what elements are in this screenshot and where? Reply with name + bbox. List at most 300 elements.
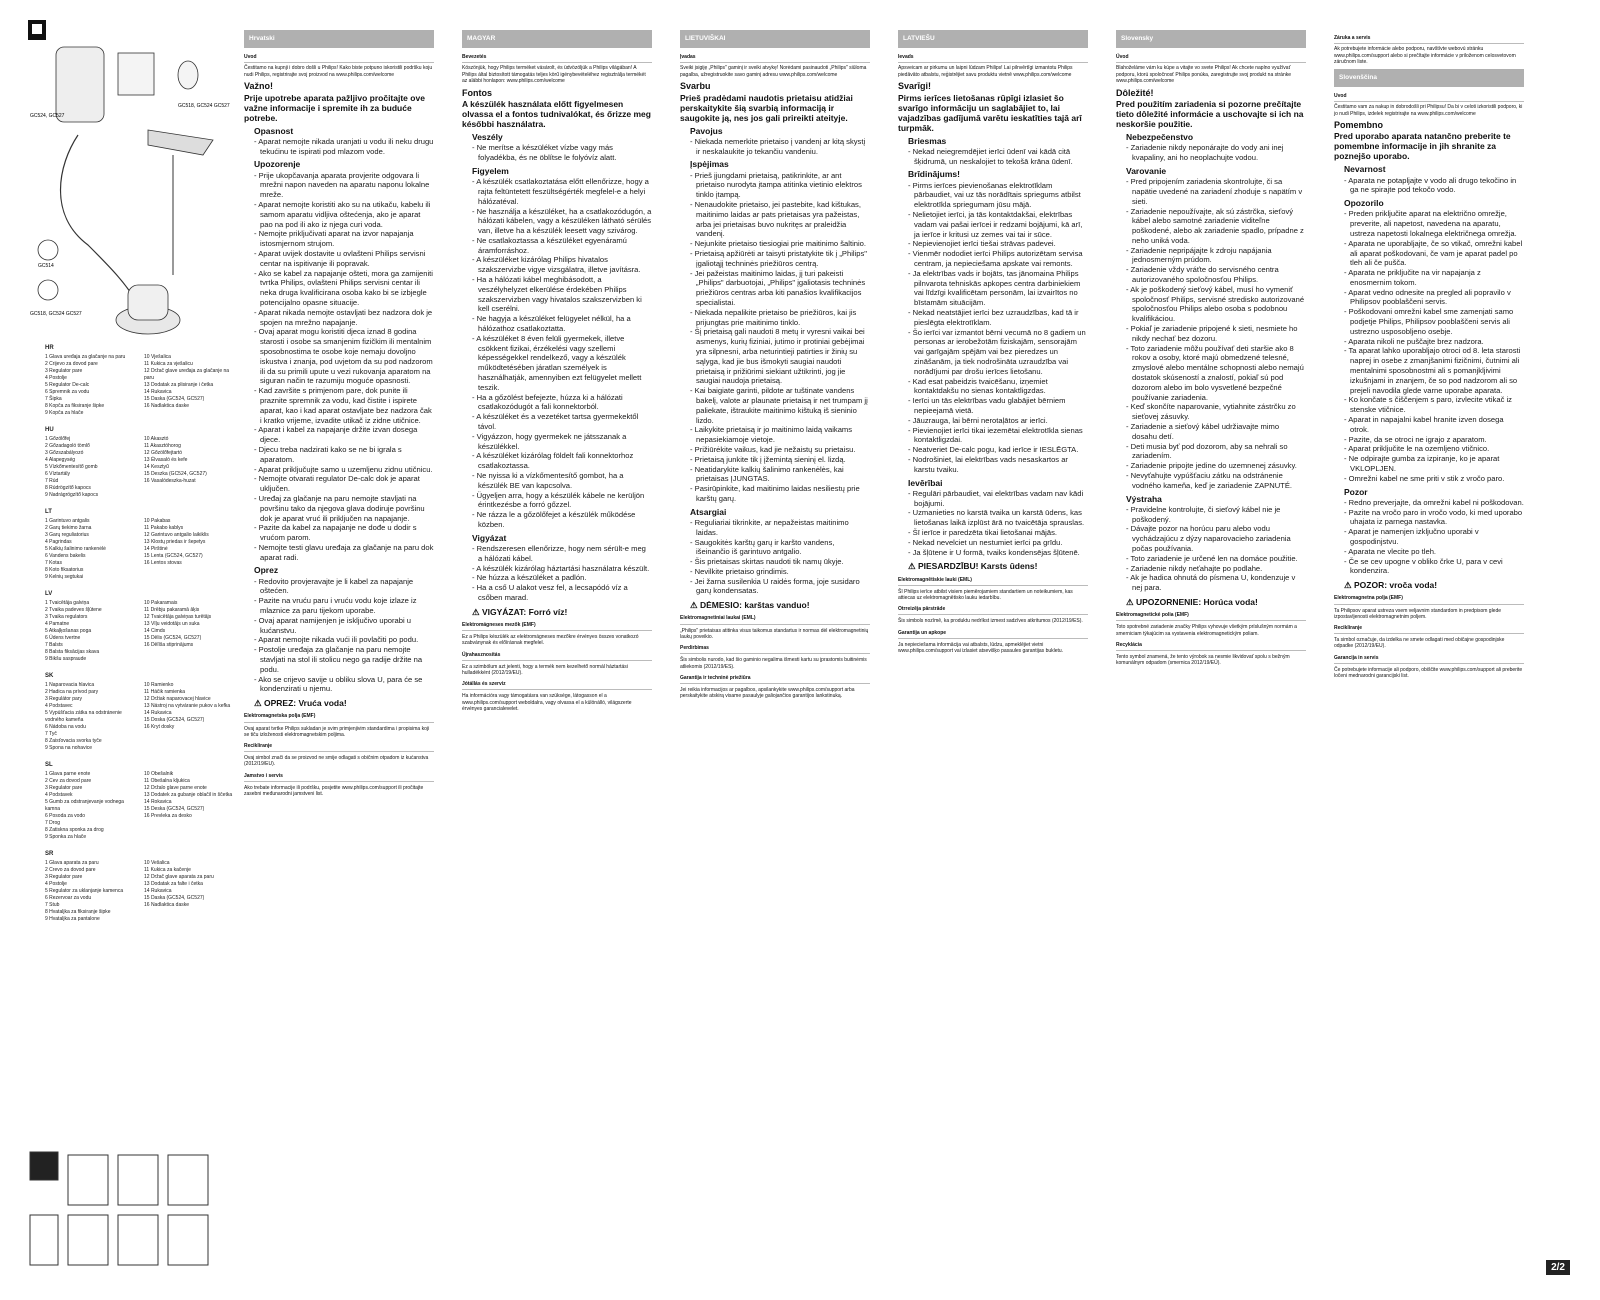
section-heading: Pavojus [690, 125, 723, 136]
safety-item: - Jei žarna susilenkia U raidės forma, joje susidaro garų kondensatas. [690, 576, 860, 596]
legend-item: 9 Hvataljka za pantalone [45, 916, 100, 922]
legend-item: 15 Dēlis (GC524, GC527) [144, 635, 202, 641]
safety-item: - Aparat je namenjen izključno uporabi v gospodinjstvu. [1344, 527, 1479, 547]
legend-item: 1 Glava parne enote [45, 771, 91, 777]
safety-item: - Šo ierīci var izmantot bērni vecumā no 8 gadiem un personas ar ierobežotām fiziskajām, sensorajām vai garīgajām spējām vai bez pieredzes un zināšanām, ja tiek nodrošināta uzraudzība vai norādījumi par drošu ierīces lietošanu. [908, 327, 1086, 376]
safety-item: - Ko končate s čiščenjem s paro, izvlecite vtikač iz stenske vtičnice. [1344, 395, 1512, 415]
language-header: LIETUVIŠKAI [680, 30, 870, 48]
section-heading: Vigyázat [472, 532, 507, 543]
legend-item: 15 Doska (GC524, GC527) [144, 717, 205, 723]
legend-block [45, 762, 235, 841]
language-column [462, 30, 652, 712]
recycling-heading: Perdirbimas [680, 643, 870, 654]
legend-language: SL [45, 762, 53, 768]
legend-item: 15 Deszka (GC524, GC527) [144, 471, 207, 477]
legend-block [45, 427, 235, 499]
safety-item: - Preden priključite aparat na električno omrežje, preverite, ali napetost, navedena na aparatu, ustreza napetosti lokalnega električnega omrežja. [1344, 209, 1517, 238]
safety-item: - Ne merítse a készüléket vízbe vagy más folyadékba, és ne öblítse le folyóvíz alatt. [472, 143, 617, 163]
safety-item: - Ne csatlakoztassa a készüléket egyenáramú áramforráshoz. [472, 235, 627, 255]
safety-item: - Djecu treba nadzirati kako se ne bi igrala s aparatom. [254, 444, 402, 464]
legend-item: 16 Dēlīša stiprinājums [144, 642, 194, 648]
figure-label-b: GC518, GC524 GC527 [178, 103, 230, 109]
legend-item: 2 Crevo za dovod pare [45, 867, 96, 873]
safety-item: - Zariadenie a sieťový kábel udržiavajte mimo dosahu detí. [1126, 422, 1280, 441]
legend-item: 5 Atkaļķošanas poga [45, 628, 92, 634]
figure-label-d: GC518, GC524 GC527 [30, 311, 82, 317]
intro-heading: Įvadas [680, 52, 870, 63]
lead-text: Prije upotrebe aparata pažljivo pročitajte ove važne informacije i spremite ih za buduće potrebe. [244, 92, 425, 123]
intro-text: Köszönjük, hogy Philips terméket vásárolt, és üdvözöljük a Philips világában! A Philips által biztosított támogatás teljes körű igénybevételéhez regisztrálja termékét az alábbi honlapon: www.philips.com/welcome [462, 65, 646, 85]
legend-item: 9 Kelnių segtukai [45, 574, 84, 580]
section-heading: Atsargiai [690, 506, 727, 517]
safety-item: - Pravidelne kontrolujte, či sieťový kábel nie je poškodený. [1126, 504, 1281, 524]
safety-item: - Regulāri pārbaudiet, vai elektrības vadam nav kādi bojājumi. [908, 488, 1084, 508]
legend-item: 4 Alapegység [45, 457, 76, 463]
section-heading: Upozorenje [254, 159, 301, 170]
intro-text: Blahoželáme vám ku kúpe a vitajte vo svete Philips! Ak chcete naplno využívať podporu, ktorú spoločnosť Philips ponúka, zaregistrujte svoj produkt na stránke www.philips.com/welcome [1116, 65, 1292, 85]
legend-item: 6 Vandens bakelis [45, 553, 86, 559]
safety-item: - Ierīci un tās elektrības vadu glabājiet bērniem nepieejamā vietā. [908, 396, 1066, 415]
emf-heading: Elektromagnetiniai laukai (EML) [680, 613, 870, 624]
safety-item: - Pred pripojením zariadenia skontrolujte, či sa napätie uvedené na zariadení zhoduje s napätím v sieti. [1126, 177, 1303, 206]
safety-item: - Pievienojiet ierīci tikai iezemētai elektrotīkla sienas kontaktligzdai. [908, 425, 1083, 445]
safety-item: - Nepievienojiet ierīci tiešai strāvas padevei. [908, 239, 1056, 249]
safety-item: - Zariadenie nepoužívajte, ak sú zástrčka, sieťový kábel alebo samotné zariadenie viditeľne poškodené, alebo ak zariadenie spadlo, prípadne z neho uniká voda. [1126, 206, 1304, 245]
legend-item: 10 Obešalnik [144, 771, 174, 777]
safety-item: - Ako se crijevo savije u obliku slova U, para će se kondenzirati u njemu. [254, 674, 423, 694]
recycling-heading: Recyklácia [1116, 640, 1306, 651]
important-title: Fontos [462, 87, 492, 98]
parts-legend [45, 345, 235, 933]
legend-item: 5 Regulator De-calc [45, 382, 90, 388]
safety-item: - Ak je poškodený sieťový kábel, musí ho vymeniť spoločnosť Philips, servisné stredisko autorizované spoločnosťou Philips alebo osoba s podobnou kvalifikáciou. [1126, 284, 1305, 324]
legend-item: 3 Gőzszabályozó [45, 450, 84, 456]
product-illustration [28, 45, 233, 345]
safety-item: - Nevilkite prietaiso grindimis. [690, 566, 789, 576]
lead-text: Pred použitím zariadenia si pozorne prečítajte tieto dôležité informácie a uschovajte si ich na neskoršie použitie. [1116, 99, 1304, 130]
safety-item: - Ne rázza le a gőzölőfejet a készülék működése közben. [472, 510, 636, 529]
legend-item: 11 Háčik ramienka [144, 689, 186, 695]
safety-item: - Neatidarykite kalkių šalinimo rankenėlės, kai prietaisas ĮJUNGTAS. [690, 464, 844, 484]
legend-item: 9 Spona na nohavice [45, 745, 92, 751]
legend-item: 6 Ūdens tvertne [45, 635, 81, 641]
safety-item: - Kad esat pabeidzis tvaicēšanu, izņemiet kontaktdakšu no sienas kontaktligzdas. [908, 376, 1048, 396]
safety-item: - Pazite na vruću paru i vruću vodu koje izlaze iz mlaznice za paru tijekom uporabe. [254, 596, 417, 616]
section-heading: Brīdinājums! [908, 169, 960, 180]
safety-item: - Ja šļūtene ir U formā, tvaiks kondensējas šļūtenē. [908, 547, 1080, 557]
intro-text: Apsveicam ar pirkumu un laipni lūdzam Philips! Lai pilnvērtīgi izmantotu Philips piedāvāto atbalstu, reģistrējiet savu produktu vietnē www.philips.com/welcome [898, 65, 1073, 78]
section-heading: Opasnost [254, 125, 294, 136]
safety-item: - Aparata ne vlecite po tleh. [1344, 546, 1437, 556]
important-title: Dôležité! [1116, 87, 1154, 98]
legend-item: 13 Vīļu veidotājs un suka [144, 621, 200, 627]
legend-item: 16 Nadlaktica daske [144, 902, 190, 908]
legend-item: 10 Vešalica [144, 860, 170, 866]
safety-item: - Postolje uređaja za glačanje na paru nemojte stavljati na stol ili stolicu nego ga radije držite na podu. [254, 645, 423, 674]
page-number: 2/2 [1546, 1260, 1570, 1275]
safety-item: - Aparata nikoli ne puščajte brez nadzora. [1344, 336, 1484, 346]
legend-item: 2 Garų tiekimo žarna [45, 525, 92, 531]
safety-item: - Ta aparat lahko uporabljajo otroci od 8. leta starosti naprej in osebe z zmanjšanimi fizičnimi, čutnimi ali mentalnimi sposobnostmi ali s pomanjkljivimi izkušnjami in znanjem, če so pod nadzorom ali so prejeli navodila glede varne uporabe aparata. [1344, 346, 1521, 395]
legend-item: 12 Garintuvo antgalio laikiklis [144, 532, 209, 538]
legend-item: 3 Regulator pare [45, 785, 83, 791]
legend-item: 10 Pakaramais [144, 600, 178, 606]
legend-item: 5 Vízkőmentesítő gomb [45, 464, 98, 470]
legend-block [45, 673, 235, 752]
safety-item: - Pirms ierīces pievienošanas elektrotīklam pārbaudiet, vai uz tās norādītais spriegums atbilst elektrotīkla spriegumam jūsu mājā. [908, 180, 1081, 210]
safety-item: - Ügyeljen arra, hogy a készülék kábele ne kerüljön érintkezésbe a forró gőzzel. [472, 490, 645, 510]
legend-item: 12 Tvaicētāja galviņas turētājs [144, 614, 212, 620]
legend-item: 14 Pirštinė [144, 546, 168, 552]
legend-item: 3 Regulator pare [45, 368, 83, 374]
safety-item: - Toto zariadenie môžu používať deti staršie ako 8 rokov a osoby, ktoré majú obmedzené telesné, zmyslové alebo mentálne schopnosti alebo nemajú dostatok skúseností a znalostí, pokiaľ sú pod dozorom alebo im bolo vysvetlené bezpečné používanie zariadenia. [1126, 343, 1304, 402]
legend-item: 11 Kukica za vješalicu [144, 361, 193, 367]
recycling-text: Šis simbols nozīmē, ka produktu nedrīkst izmest sadzīves atkritumos (2012/19/ES). [898, 618, 1083, 625]
guarantee-heading: Garantija un apkope [898, 628, 1088, 639]
legend-item: 11 Pakabo kablys [144, 525, 184, 531]
emf-heading: Elektromagnetna polja (EMF) [1334, 593, 1524, 604]
safety-item: - Pazite da kabel za napajanje ne dođe u dodir s vrućom parom. [254, 523, 417, 543]
language-header: Slovenščina [1334, 69, 1524, 87]
legend-item: 11 Kukica za kačenje [144, 867, 191, 873]
safety-item: - Poškodovani omrežni kabel sme zamenjati samo podjetje Philips, Philipsov pooblaščeni servis ali ustrezno usposobljeno osebje. [1344, 307, 1514, 336]
legend-item: 14 Kesztyű [144, 464, 169, 470]
safety-item: - Ak je hadica ohnutá do písmena U, kondenzuje v nej para. [1126, 573, 1296, 593]
guarantee-heading: Garantija ir techninė priežiūra [680, 673, 870, 684]
lead-text: A készülék használata előtt figyelmesen olvassa el a fontos tudnivalókat, és őrizze meg későbbi használatra. [462, 99, 651, 130]
safety-item: - A készüléket kizárólag földelt fali konnektorhoz csatlakoztassa. [472, 451, 634, 471]
legend-item: 15 Deska (GC524, GC527) [144, 806, 205, 812]
safety-item: - Zariadenie vždy vráťte do servisného centra autorizovaného spoločnosťou Philips. [1126, 265, 1279, 285]
safety-item: - Ja elektrības vads ir bojāts, tas jānomaina Philips pilnvarota tehniskās apkopes centra darbiniekiem vai līdzīgi kvalificētam personām, lai izvairītos no bīstamām situācijām. [908, 268, 1081, 308]
legend-item: 8 Kopča za fiksiranje šipke [45, 403, 105, 409]
safety-item: - Ovaj aparat mogu koristiti djeca iznad 8 godina starosti i osobe sa smanjenim fizičkim ili mentalnim sposobnostima te osobe koje nemaju dovoljno iskustva i znanja, pod uvjetom da su pod nadzorom ili da su primili upute u vezi rukovanja aparatom na siguran način te razumiju moguće opasnosti. [254, 327, 433, 386]
legend-item: 16 Lentos stovas [144, 560, 182, 566]
legend-item: 14 Rukavica [144, 389, 172, 395]
legend-item: 7 Rúd [45, 478, 59, 484]
legend-language: SK [45, 673, 54, 679]
safety-item: - Ne használja a készüléket, ha a csatlakozódugón, a hálózati kábelen, vagy a készüléken látható sérülés van, illetve ha a készülék leesett vagy szivárog. [472, 206, 652, 236]
legend-item: 7 Šipka [45, 396, 62, 402]
legend-item: 9 Nadrágrögzítő kapocs [45, 492, 99, 498]
safety-item: - A készülék kizárólag háztartási használatra készült. [472, 563, 650, 573]
legend-block [45, 345, 235, 417]
guarantee-text: Če potrebujete informacije ali podporo, obiščite www.philips.com/support ali preberite ločeni mednarodni garancijski list. [1334, 666, 1523, 680]
legend-item: 8 Rúdrögzítő kapocs [45, 485, 91, 491]
usage-pictograms [28, 1150, 238, 1270]
hot-water-warning: ⚠ PIESARDZĪBU! Karsts ūdens! [908, 561, 1088, 571]
legend-item: 4 Postolje [45, 881, 67, 887]
legend-block [45, 509, 235, 581]
figure-label-a: GC524, GC527 [30, 113, 65, 119]
safety-item: - Ha a gőzölést befejezte, húzza ki a hálózati csatlakozódugót a fali konnektorból. [472, 392, 623, 412]
recycling-text: Šis simbolis nurodo, kad šio gaminio negalima išmesti kartu su įprastomis buitinėmis atliekomis (2012/19/ES). [680, 657, 867, 670]
legend-item: 13 Klostų priedas ir šepetys [144, 539, 206, 545]
safety-item: - A készüléket kizárólag Philips hivatalos szakszervizbe vigye vizsgálatra, illetve javításra. [472, 255, 641, 275]
legend-item: 8 Zatiskna sponka za drog [45, 827, 104, 833]
legend-item: 16 Nadlaktica daske [144, 403, 190, 409]
guarantee-text: Jei reikia informacijos ar pagalbos, apsilankykite www.philips.com/support arba perskaitykite atskirą visame pasaulyje galiojančios garantijos lankstinuką. [680, 686, 855, 700]
section-subheading: Záruka a servis [1334, 33, 1524, 44]
safety-item: - Dávajte pozor na horúcu paru alebo vodu vychádzajúcu z dýzy naparovacieho zariadenia počas používania. [1126, 524, 1291, 553]
legend-item: 4 Pamatne [45, 621, 70, 627]
intro-text: Sveiki įsigiję „Philips" gaminį ir sveiki atvykę! Norėdami pasinaudoti „Philips" siūloma pagalba, užregistruokite savo gaminį adresu www.philips.com/welcome [680, 65, 867, 78]
safety-item: - Ovaj aparat namijenjen je isključivo uporabi u kućanstvu. [254, 615, 412, 635]
safety-item: - Nekad neatstājiet ierīci bez uzraudzības, kad tā ir pieslēgta elektrotīklam. [908, 307, 1079, 327]
safety-item: - Aparat nemojte nikada vući ili povlačiti po podu. [254, 635, 419, 645]
legend-item: 9 Sponka za hlače [45, 834, 87, 840]
safety-item: - Aparat i kabel za napajanje držite izvan dosega djece. [254, 425, 418, 445]
safety-item: - A készüléket és a vezetéket tartsa gyermekektől távol. [472, 412, 639, 432]
important-title: Pomembno [1334, 120, 1384, 131]
safety-item: - Omrežni kabel ne sme priti v stik z vročo paro. [1344, 473, 1505, 483]
safety-item: - Reguliariai tikrinkite, ar nepažeistas maitinimo laidas. [690, 517, 849, 537]
safety-item: - Toto zariadenie je určené len na domáce použitie. [1126, 553, 1298, 563]
legend-item: 10 Vješalica [144, 354, 171, 360]
hot-water-warning: ⚠ DĖMESIO: karštas vanduo! [690, 600, 870, 610]
guarantee-heading: Jamstvo i servis [244, 771, 434, 782]
legend-item: 11 Akasztóhorog [144, 443, 181, 449]
legend-item: 1 Gőzölőfej [45, 436, 71, 442]
lead-text: Pirms ierīces lietošanas rūpīgi izlasiet šo svarīgo informāciju un saglabājiet to, lai vajadzības gadījumā varētu ieskatīties tajā arī turpmāk. [898, 92, 1082, 133]
section-heading: Veszély [472, 132, 503, 143]
safety-item: - Uređaj za glačanje na paru nemojte stavljati na površinu tako da njegova glava dodiruje površinu dok je aparat vruć ili priključen na napajanje. [254, 493, 425, 523]
safety-item: - Prižiūrėkite vaikus, kad jie nežaistų su prietaisu. [690, 444, 856, 454]
legend-item: 13 Élvasaló és kefe [144, 457, 188, 463]
safety-item: - Zariadenie nepripájajte k zdroju napájania jednosmerným prúdom. [1126, 245, 1272, 265]
safety-item: - Deti musia byť pod dozorom, aby sa nehrali so zariadením. [1126, 441, 1288, 461]
language-header: Hrvatski [244, 30, 434, 48]
safety-item: - Vienmēr nododiet ierīci Philips autorizētam servisa centram, ja nepieciešama apskate vai remonts. [908, 249, 1083, 268]
legend-item: 4 Postolje [45, 375, 67, 381]
emf-text: Toto spotrebné zariadenie značky Philips vyhovuje všetkým príslušným normám a smerniciam týkajúcim sa vystavenia elektromagnetickým poliam. [1116, 624, 1297, 637]
language-column [898, 30, 1088, 654]
legend-item: 5 Gumb za odstranjevanje vodnega kamna [45, 799, 124, 812]
legend-language: HU [45, 427, 54, 433]
legend-item: 9 Bikšu saspraude [45, 656, 87, 662]
safety-item: - Aparata ne uporabljajte, če so vtikač, omrežni kabel ali aparat poškodovani, če vam je aparat padel po tleh ali če pušča. [1344, 238, 1523, 268]
intro-heading: Ievads [898, 52, 1088, 63]
safety-item: - Pasirūpinkite, kad maitinimo laidas nesiliestų prie karštų garų. [690, 484, 860, 503]
legend-language: LV [45, 591, 53, 597]
legend-item: 8 Zaisťovacia svorka tyče [45, 738, 102, 744]
legend-item: 2 Gőzadagoló tömlő [45, 443, 90, 449]
language-column [1334, 30, 1524, 679]
legend-item: 1 Tvaicētāja galviņa [45, 600, 90, 606]
legend-item: 1 Glava uređaja za glačanje na paru [45, 354, 126, 360]
safety-item: - Kai baigiate garinti, pildote ar tuštinate vandens bakelį, valote ar plaunate prietaisą ir net trumpam jį paliekate, ištraukite maitinimo kištuką iš sieninio lizdo. [690, 386, 868, 425]
legend-item: 3 Garų reguliatorius [45, 532, 89, 538]
safety-item: - Rendszeresen ellenőrizze, hogy nem sérült-e meg a hálózati kábel. [472, 544, 646, 563]
legend-item: 10 Akasztó [144, 436, 169, 442]
safety-item: - Nemojte priključivati aparat na izvor napajanja istosmjernom strujom. [254, 229, 414, 249]
emf-text: Ta Philipsov aparat ustreza vsem veljavnim standardom in predpisom glede izpostavljenosti elektromagnetnim poljem. [1334, 607, 1502, 620]
legend-language: SR [45, 851, 54, 857]
safety-item: - Ne nyissa ki a vízkőmentesítő gombot, ha a készülék BE van kapcsolva. [472, 471, 624, 490]
safety-item: - Redno preverjajte, da omrežni kabel ni poškodovan. [1344, 497, 1524, 507]
recycling-text: Ez a szimbólum azt jelenti, hogy a termék nem kezelhető normál háztartási hulladékként (2012/19/EU). [462, 663, 628, 676]
legend-item: 15 Daska (GC524, GC527) [144, 895, 205, 901]
recycling-text: Ta simbol označuje, da izdelka ne smete odlagati med običajne gospodinjske odpadke (2012/19/EU). [1334, 637, 1505, 650]
recycling-text: Tento symbol znamená, že tento výrobok sa nesmie likvidovať spolu s bežným komunálnym odpadom (smernica 2012/19/EÚ). [1116, 654, 1290, 667]
legend-item: 12 Držač glave uređaja za glačanje na paru [144, 368, 230, 381]
important-title: Svarbu [680, 81, 711, 92]
recycling-heading: Otrreizēja pārstrāde [898, 604, 1088, 615]
language-column [1116, 30, 1306, 666]
emf-heading: Elektromágneses mezők (EMF) [462, 620, 652, 631]
section-text: Ak potrebujete informácie alebo podporu, navštívte webovú stránku www.philips.com/support alebo si prečítajte informácie v priloženom celosvetovom záručnom liste. [1334, 46, 1516, 66]
legend-item: 2 Crijevo za dovod pare [45, 361, 98, 367]
emf-heading: Elektromagnētiskie lauki (EML) [898, 575, 1088, 586]
legend-item: 9 Kopča za hlače [45, 410, 84, 416]
legend-item: 10 Ramienko [144, 682, 174, 688]
section-heading: Výstraha [1126, 493, 1162, 504]
guarantee-heading: Jótállás és szerviz [462, 679, 652, 690]
safety-item: - Nekad neiegremdējiet ierīci ūdenī vai kādā citā šķidrumā, un neskalojiet to tekošā krāna ūdenī. [908, 146, 1073, 166]
section-heading: Oprez [254, 565, 279, 576]
legend-item: 8 Hvataljka za fiksiranje šipke [45, 909, 111, 915]
legend-item: 7 Balsts [45, 642, 63, 648]
legend-item: 8 Koto fiksatorius [45, 567, 84, 573]
legend-item: 15 Lenta (GC524, GC527) [144, 553, 203, 559]
safety-item: - Aparat nemojte nikada uranjati u vodu ili neku drugu tekućinu te ispirati pod mlazom vode. [254, 136, 434, 156]
legend-item: 14 Rukavica [144, 888, 172, 894]
emf-text: Ez a Philips készülék az elektromágneses mezőkre érvényes összes vonatkozó szabványnak és előírásnak megfelel. [462, 634, 639, 647]
safety-item: - A készülék csatlakoztatása előtt ellenőrizze, hogy a rajta feltüntetett feszültségérték megfelel-e a helyi hálózatéval. [472, 177, 649, 206]
section-heading: Nebezpečenstvo [1126, 132, 1194, 143]
legend-item: 12 Držač glave aparata za paru [144, 874, 214, 880]
safety-item: - Aparat vedno odnesite na pregled ali popravilo v Philipsov pooblaščeni servis. [1344, 287, 1511, 307]
legend-item: 15 Daska (GC524, GC527) [144, 396, 205, 402]
legend-language: HR [45, 345, 54, 351]
intro-heading: Uvod [244, 52, 434, 63]
legend-item: 16 Prevleka za desko [144, 813, 192, 819]
hot-water-warning: ⚠ VIGYÁZAT: Forró víz! [472, 607, 652, 617]
recycling-heading: Újrahasznosítás [462, 650, 652, 661]
legend-item: 14 Cimds [144, 628, 166, 634]
safety-item: - Jei pažeistas maitinimo laidas, jį turi pakeisti „Philips" darbuotojai, „Philips" įgaliotasis techninės priežiūros centras arba kiti panašios kvalifikacijos specialistai. [690, 268, 866, 307]
language-header: Slovensky [1116, 30, 1306, 48]
safety-item: - Pokiaľ je zariadenie pripojené k sieti, nesmiete ho nikdy nechať bez dozoru. [1126, 324, 1298, 343]
recycling-heading: Recikliranje [1334, 623, 1524, 634]
safety-item: - Aparat priključujte samo u uzemljenu zidnu utičnicu. [254, 464, 433, 474]
lead-text: Prieš pradėdami naudotis prietaisu atidžiai perskaitykite šią svarbią informaciją ir saugokite ją, nes jos gali prireikti ateityje. [680, 92, 853, 123]
legend-item: 7 Kotas [45, 560, 62, 566]
safety-item: - Nodrošiniet, lai elektrības vads nesaskartos ar karstu tvaiku. [908, 454, 1068, 474]
emf-text: Šī Philips ierīce atbilst visiem piemērojamiem standartiem un noteikumiem, kas attiecas uz elektromagnētisko lauku iedarbību. [898, 588, 1073, 601]
safety-item: - Neatveriet De-calc pogu, kad ierīce ir IESLĒGTA. [908, 445, 1079, 455]
section-heading: Figyelem [472, 165, 509, 176]
safety-item: - Aparat priključite le na ozemljeno vtičnico. [1344, 444, 1490, 454]
emf-text: Ovaj aparat tvrtke Philips sukladan je svim primjenjivim standardima i propisima koji se tiču izloženosti elektromagnetskim poljima. [244, 725, 430, 738]
intro-heading: Úvod [1116, 52, 1306, 63]
language-column [244, 30, 434, 797]
safety-item: - Šį prietaisą gali naudoti 8 metų ir vyresni vaikai bei asmenys, kurių fiziniai, jutimo ir protiniai gebėjimai yra silpnesni, arba neturintieji patirties ir žinių su sąlyga, kad jie bus išmokyti saugiai naudoti prietaisą ir prižiūrimi siekiant užtikrinti, jog jie saugiai naudoja prietaisą. [690, 327, 865, 386]
section-heading: Nevarnost [1344, 164, 1386, 175]
legend-item: 14 Rokavica [144, 799, 172, 805]
legend-item: 12 Gőzölőfejtartó [144, 450, 183, 456]
safety-item: - Ne hagyja a készüléket felügyelet nélkül, ha a hálózathoz csatlakoztatta. [472, 314, 631, 334]
hot-water-warning: ⚠ OPREZ: Vruća voda! [254, 698, 434, 708]
safety-item: - Prietaisą junkite tik į įžemintą sieninį el. lizdą. [690, 454, 846, 464]
safety-item: - Redovito provjeravajte je li kabel za napajanje oštećen. [254, 576, 414, 596]
legend-item: 2 Cev za dovod pare [45, 778, 92, 784]
hot-water-warning: ⚠ POZOR: vroča voda! [1344, 580, 1524, 590]
safety-item: - Šī ierīce ir paredzēta tikai lietošanai mājās. [908, 527, 1057, 537]
legend-item: 1 Naparovacia hlavica [45, 682, 95, 688]
multilingual-icon [28, 20, 46, 40]
language-column [680, 30, 870, 699]
legend-item: 5 Kalkių šalinimo rankenėlė [45, 546, 106, 552]
legend-item: 6 Víztartály [45, 471, 71, 477]
recycling-text: Ovaj simbol znači da se proizvod ne smije odlagati s običnim otpadom iz kućanstva (2012/19/EU). [244, 755, 429, 768]
safety-item: - Keď skončíte naparovanie, vytiahnite zástrčku zo sieťovej zásuvky. [1126, 402, 1296, 422]
legend-item: 13 Dodatak za falte i četka [144, 881, 203, 887]
safety-item: - Laikykite prietaisą ir jo maitinimo laidą vaikams nepasiekiamoje vietoje. [690, 425, 853, 445]
lead-text: Pred uporabo aparata natančno preberite te pomembne informacije in jih shranite za poznejšo uporabo. [1334, 131, 1511, 162]
intro-heading: Bevezetés [462, 52, 652, 63]
section-heading: Opozorilo [1344, 198, 1384, 209]
legend-item: 6 Nádoba na vodu [45, 724, 86, 730]
important-title: Važno! [244, 81, 274, 92]
legend-item: 1 Glava aparata za paru [45, 860, 99, 866]
safety-item: - Ne húzza a készüléket a padlón. [472, 573, 587, 583]
safety-item: - Aparat nikada nemojte ostavljati bez nadzora dok je spojen na mrežno napajanje. [254, 307, 433, 327]
important-title: Svarīgi! [898, 81, 932, 92]
safety-item: - Ha a cső U alakot vesz fel, a lecsapódó víz a csőben marad. [472, 583, 628, 602]
legend-block [45, 591, 235, 663]
safety-item: - Aparat uvijek dostavite u ovlašteni Philips servisni centar na ispitivanje ili popravak. [254, 248, 426, 268]
legend-item: 13 Nástroj na vytváranie pukov a kefka [144, 703, 231, 709]
guarantee-text: Ako trebate informacije ili podršku, posjetite www.philips.com/support ili pročitajte zasebni međunarodni jamstveni list. [244, 784, 424, 798]
legend-item: 16 Vasalódeszka-huzat [144, 478, 196, 484]
safety-item: - Nelietojiet ierīci, ja tās kontaktdakšai, elektrības vadam vai pašai ierīcei ir redzami bojājumi, kā arī, ja ierīce ir kritusi uz zemes vai tai ir sūce. [908, 210, 1083, 239]
section-heading: Varovanie [1126, 165, 1167, 176]
intro-text: Čestitamo na kupnji i dobro došli u Philips! Kako biste potpuno iskoristili podršku koju nudi Philips, registrirajte svoj proizvod na www.philips.com/welcome [244, 65, 433, 78]
safety-item: - Kad završite s primjenom pare, dok punite ili praznite spremnik za vodu, kad čistite i ispirete aparat, kao i kad aparat ostavljate bez nadzora čak i kratko vrijeme, izvadite utikač iz zidne utičnice. [254, 386, 432, 425]
emf-heading: Elektromagnetska polja (EMF) [244, 711, 434, 722]
safety-item: - Vigyázzon, hogy gyermekek ne játsszanak a készülékkel. [472, 431, 627, 451]
safety-item: - Jāuzrauga, lai bērni nerotaļātos ar ierīci. [908, 415, 1048, 425]
emf-heading: Elektromagnetické polia (EMF) [1116, 610, 1306, 621]
safety-item: - Prieš įjungdami prietaisą, patikrinkite, ar ant prietaiso nurodyta įtampa atitinka vietinio elektros tinklo įtampą. [690, 170, 862, 200]
legend-item: 7 Stub [45, 902, 60, 908]
language-header: LATVIEŠU [898, 30, 1088, 48]
safety-item: - A készüléket 8 éven felüli gyermekek, illetve csökkent fizikai, érzékelési vagy szellemi képességekkel rendelkező, vagy a készülék működtetésében járatlan személyek is használhatják, amennyiben ezt felügyelet mellett teszik. [472, 333, 642, 392]
legend-item: 13 Dodatek za gubanje oblačil in ščetka [144, 792, 233, 798]
guarantee-text: Ha információra vagy támogatásra van szüksége, látogasson el a www.philips.com/support weboldalra, vagy olvassa el a különálló, világszerte érvényes garancialevelet. [462, 693, 632, 712]
safety-item: - Pazite na vročo paro in vročo vodo, ki med uporabo uhajata iz parnega nastavka. [1344, 507, 1523, 527]
legend-item: 3 Regulátor pary [45, 696, 82, 702]
safety-item: - Ne odpirajte gumba za izpiranje, ko je aparat VKLOPLJEN. [1344, 454, 1500, 474]
emf-text: „Philips" prietaisas atitinka visus taikomus standartus ir normas dėl elektromagnetinių laukų poveikio. [680, 627, 869, 640]
safety-item: - Nevyťahujte vypúšťaciu zátku na odstránenie vodného kameňa, keď je zariadenie ZAPNUTÉ. [1126, 471, 1292, 490]
legend-item: 13 Dodatak za plisiranje i četka [144, 382, 214, 388]
legend-item: 5 Regulator za uklanjanje kamenca [45, 888, 124, 894]
safety-item: - Niekada nemerkite prietaiso į vandenį ar kitą skystį ir neskalaukite jo tekančiu vandeniu. [690, 136, 866, 156]
intro-heading: Uvod [1334, 91, 1524, 102]
safety-item: - Aparata ne potapljajte v vodo ali drugo tekočino in ga ne spirajte pod tekočo vodo. [1344, 175, 1517, 195]
guarantee-heading: Garancija in servis [1334, 653, 1524, 664]
safety-item: - Uzmanieties no karstā tvaika un karstā ūdens, kas lietošanas laikā izplūst ārā no tvaicētāja sprauslas. [908, 508, 1085, 528]
guarantee-text: Ja nepieciešama informācija vai atbalsts, lūdzu, apmeklējiet vietni www.philips.com/support vai izlasiet atsevišķo pasaules garantijas bukletu. [898, 641, 1064, 654]
legend-item: 2 Hadica na prívod pary [45, 689, 99, 695]
legend-item: 6 Spremnik za vodu [45, 389, 90, 395]
legend-item: 7 Tyč [45, 731, 57, 737]
language-header: MAGYAR [462, 30, 652, 48]
section-heading: Ievērībai [908, 477, 943, 488]
legend-item: 12 Držiak naparovacej hlavice [144, 696, 211, 702]
